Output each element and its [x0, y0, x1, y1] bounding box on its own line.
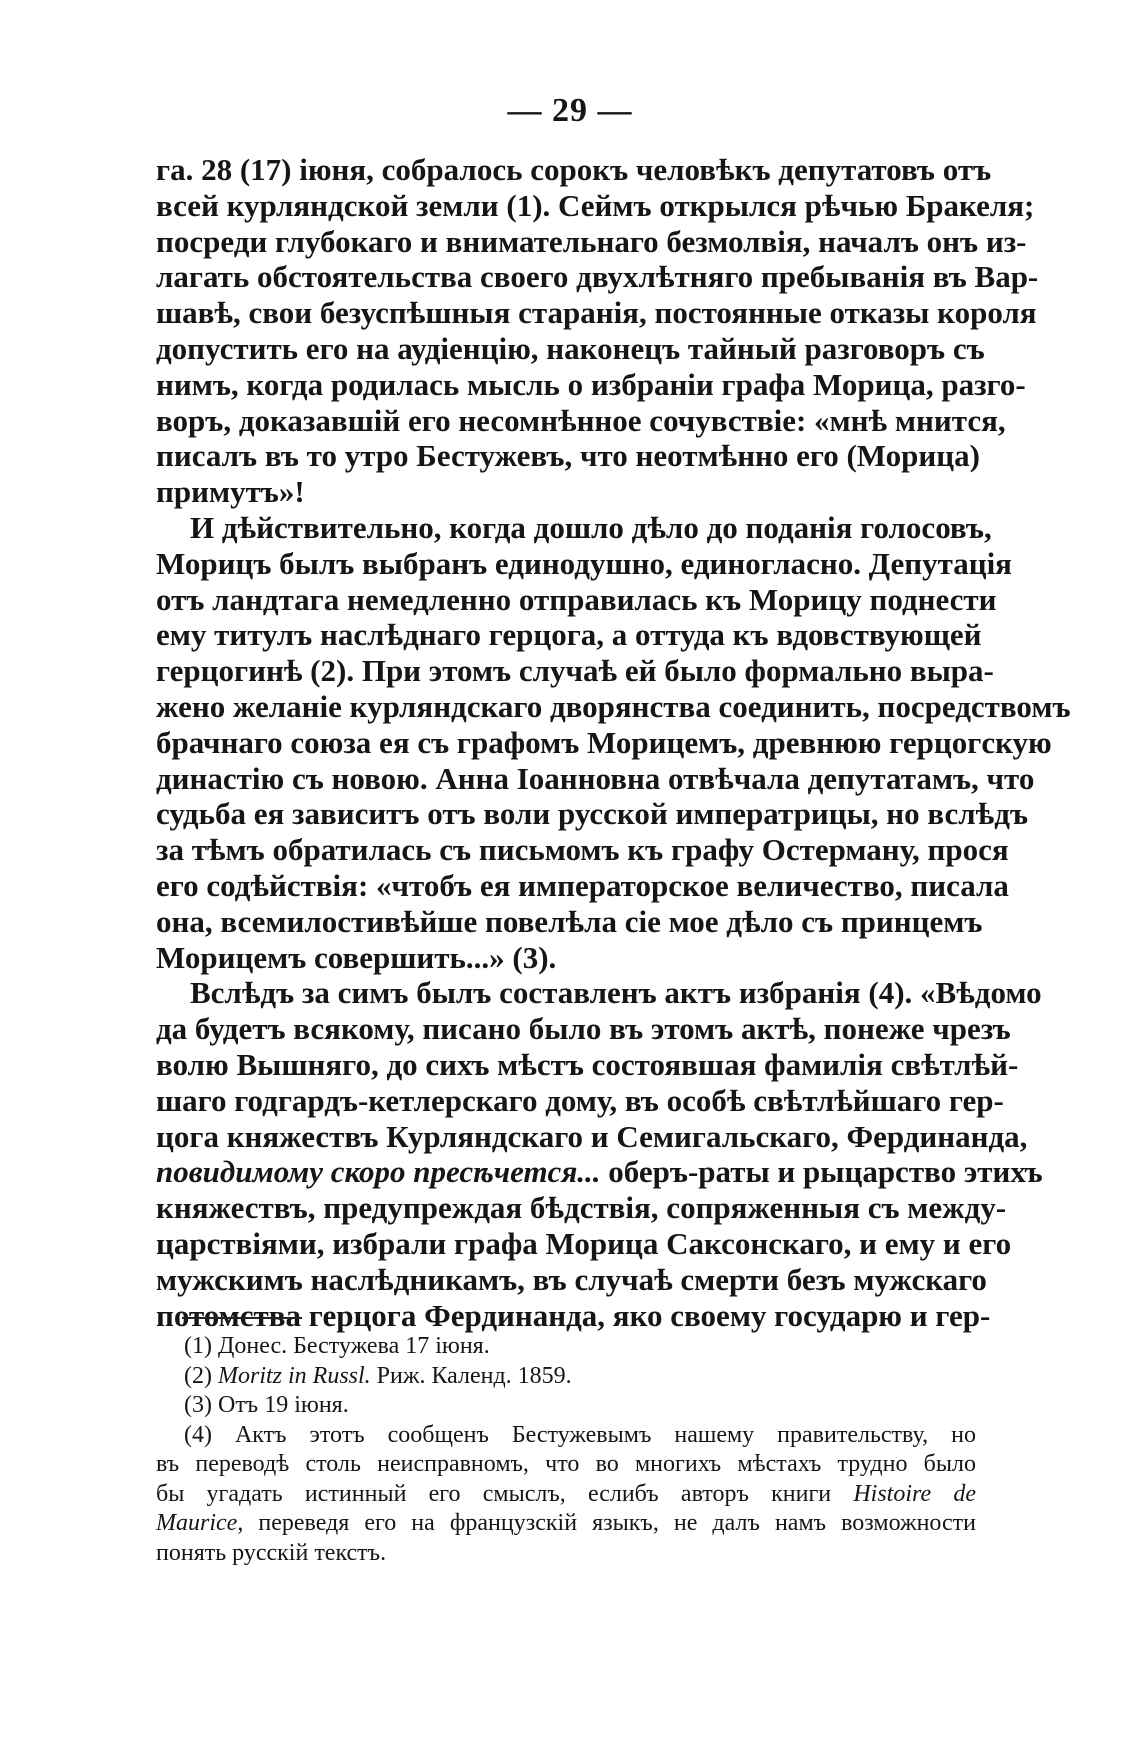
footnote-4-line: въ переводѣ столь неисправномъ, что во многихъ мѣстахъ трудно было: [156, 1451, 976, 1477]
text-line: цога княжествъ Курляндскаго и Семигальскаго, Фердинанда,: [156, 1118, 1028, 1154]
footnotes: [156, 1332, 976, 1568]
text-line: волю Вышняго, до сихъ мѣстъ состоявшая фамилія свѣтлѣй-: [156, 1046, 1019, 1082]
text-line: отъ ландтага немедленно отправилась къ Морицу поднести: [156, 581, 997, 617]
footnote-divider: [182, 1317, 302, 1319]
text-line: Морицемъ совершить...» (3).: [156, 939, 557, 975]
text-line: потомства герцога Фердинанда, яко своему государю и гер-: [156, 1297, 991, 1333]
text-line-italic-mix: [156, 1154, 1043, 1190]
text-line: судьба ея зависитъ отъ воли русской императрицы, но вслѣдъ: [156, 796, 1029, 832]
text-fragment: оберъ-раты и рыцарство этихъ: [600, 1154, 1043, 1190]
footnote-4-line: (4) Актъ этотъ сообщенъ Бестужевымъ нашему правительству, но: [184, 1421, 976, 1448]
footnote-4-line: [156, 1509, 976, 1539]
footnote-1: (1) Донес. Бестужева 17 іюня.: [184, 1333, 490, 1359]
text-line: да будетъ всякому, писано было въ этомъ актѣ, понеже чрезъ: [156, 1011, 1011, 1047]
text-line: царствіями, избрали графа Морица Саксонскаго, и ему и его: [156, 1225, 1012, 1261]
italic-phrase: повидимому скоро пресѣчется...: [156, 1154, 601, 1190]
text-line: писалъ въ то утро Бестужевъ, что неотмѣнно его (Морица): [156, 438, 980, 474]
footnote-italic: Maurice: [156, 1510, 238, 1536]
text-line: жено желаніе курляндскаго дворянства соединить, посредствомъ: [156, 688, 1071, 724]
footnote-fragment: бы угадать истинный его смыслъ, еслибъ авторъ книги: [156, 1480, 854, 1507]
text-line: всей курляндской земли (1). Сеймъ открылся рѣчью Бракеля;: [156, 187, 1035, 223]
footnote-3: (3) Отъ 19 іюня.: [184, 1392, 349, 1418]
text-line: герцогинѣ (2). При этомъ случаѣ ей было формально выра-: [156, 653, 994, 689]
text-line: династію съ новою. Анна Іоанновна отвѣчала депутатамъ, что: [156, 760, 1035, 796]
text-line: она, всемилостивѣйше повелѣла сіе мое дѣло съ принцемъ: [156, 903, 983, 939]
text-line: посреди глубокаго и внимательнаго безмолвія, началъ онъ из-: [156, 223, 1027, 259]
text-line: лагать обстоятельства своего двухлѣтняго пребыванія въ Вар-: [156, 259, 1039, 295]
footnote-4-line: [156, 1480, 976, 1510]
footnote-2: [156, 1362, 976, 1392]
text-line: шавѣ, свои безуспѣшныя старанія, постоянные отказы короля: [156, 295, 1037, 331]
text-line: И дѣйствительно, когда дошло дѣло до поданія голосовъ,: [190, 509, 992, 545]
text-line: га. 28 (17) іюня, собралось сорокъ человѣкъ депутатовъ отъ: [156, 152, 992, 187]
footnote-fragment: Риж. Календ. 1859.: [370, 1362, 572, 1389]
text-line: Вслѣдъ за симъ былъ составленъ актъ избранія (4). «Вѣдомо: [190, 975, 1042, 1011]
main-text: [156, 152, 1071, 1333]
footnote-4-line: понять русскій текстъ.: [156, 1539, 387, 1566]
page-number: — 29 —: [507, 92, 633, 129]
text-line: Морицъ былъ выбранъ единодушно, единогласно. Депутація: [156, 545, 1012, 581]
footnote-fragment: , переведя его на французскій языкъ, не далъ намъ возможности: [237, 1510, 976, 1536]
text-line: ему титулъ наслѣднаго герцога, а оттуда къ вдовствующей: [156, 617, 982, 653]
text-line: нимъ, когда родилась мысль о избраніи графа Морица, разго-: [156, 366, 1026, 402]
footnote-fragment: (2): [184, 1362, 218, 1389]
text-line: воръ, доказавшій его несомнѣнное сочувствіе: «мнѣ мнится,: [156, 402, 1006, 438]
text-line: брачнаго союза ея съ графомъ Морицемъ, древнюю герцогскую: [156, 724, 1052, 760]
text-line: мужскимъ наслѣдникамъ, въ случаѣ смерти безъ мужскаго: [156, 1261, 987, 1297]
text-line: за тѣмъ обратилась съ письмомъ къ графу Остерману, прося: [156, 832, 1009, 868]
footnote-italic: Histoire de: [853, 1480, 976, 1507]
text-line: примутъ»!: [156, 474, 305, 510]
text-line: шаго годгардъ-кетлерскаго дому, въ особѣ свѣтлѣйшаго гер-: [156, 1082, 1004, 1118]
text-line: его содѣйствія: «чтобъ ея императорское величество, писала: [156, 867, 1009, 903]
text-line: допустить его на аудіенцію, наконецъ тайный разговоръ съ: [156, 330, 985, 366]
text-line: княжествъ, предупреждая бѣдствія, сопряженныя съ между-: [156, 1190, 1007, 1226]
footnote-italic: Moritz in Russl.: [217, 1362, 371, 1389]
